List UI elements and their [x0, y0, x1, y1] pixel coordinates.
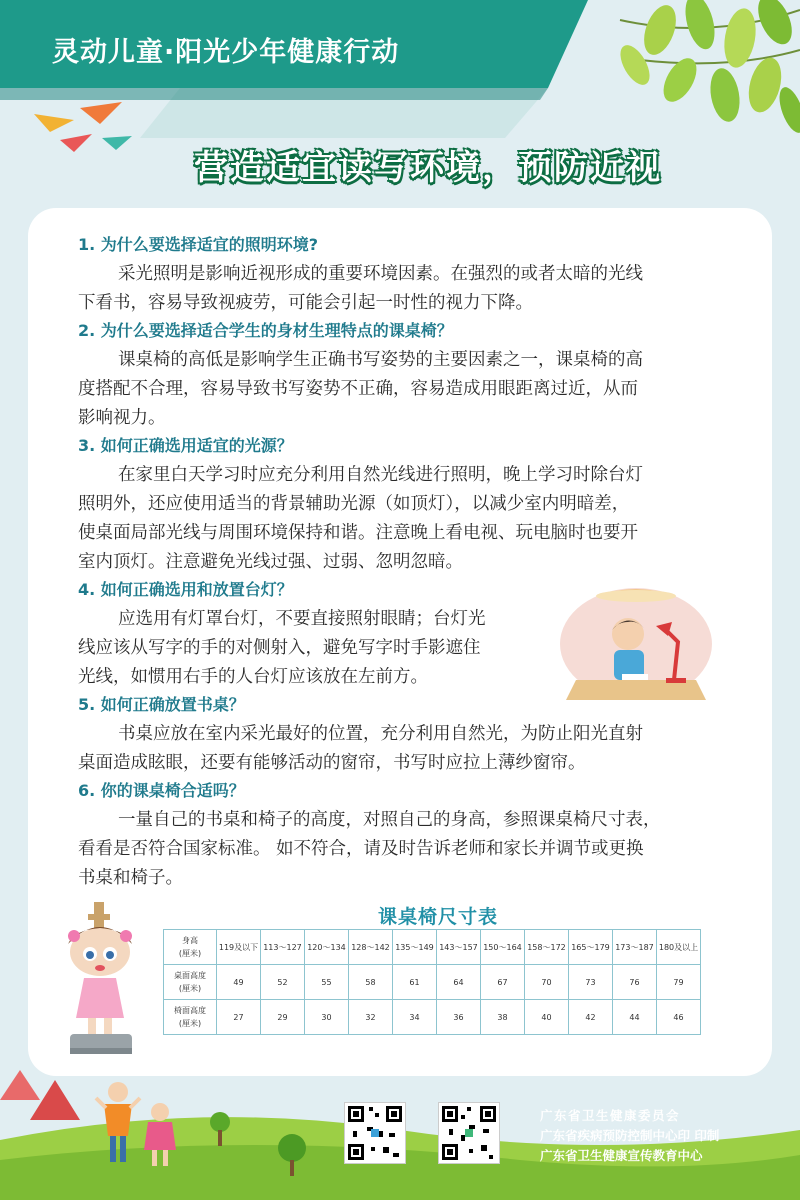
- table-title: 课桌椅尺寸表: [378, 906, 499, 928]
- qr-code-1[interactable]: [344, 1102, 406, 1164]
- paper-planes-illustration: [30, 100, 140, 160]
- table-cell: 79: [657, 965, 701, 1000]
- table-cell: 55: [305, 965, 349, 1000]
- table-cell: 120～134: [305, 930, 349, 965]
- answer-1-line-2: 下看书，容易导致视疲劳，可能会引起一时性的视力下降。: [78, 293, 533, 313]
- table-cell: 29: [261, 1000, 305, 1035]
- table-cell: 34: [393, 1000, 437, 1035]
- table-cell: 135～149: [393, 930, 437, 965]
- leaves-decoration: [560, 0, 800, 150]
- answer-5-line-2: 桌面造成眩眼，还要有能够活动的窗帘，书写时应拉上薄纱窗帘。: [78, 753, 586, 773]
- qr-code-2[interactable]: [438, 1102, 500, 1164]
- answer-4-line-1: 应选用有灯罩台灯，不要直接照射眼睛；台灯光: [118, 609, 486, 629]
- question-1: 1. 为什么要选择适宜的照明环境?: [78, 235, 319, 254]
- answer-4-line-3: 光线，如惯用右手的人台灯应该放在左前方。: [78, 667, 428, 687]
- question-3: 3. 如何正确选用适宜的光源？: [78, 436, 293, 455]
- table-cell: 61: [393, 965, 437, 1000]
- row-header-label: 身高: [182, 936, 198, 945]
- table-row: [164, 1000, 701, 1035]
- table-cell: 180及以上: [657, 930, 701, 965]
- org-health-commission: 广东省卫生健康委员会: [540, 1108, 681, 1123]
- row-header: [164, 965, 217, 1000]
- table-cell: 38: [481, 1000, 525, 1035]
- table-cell: 44: [613, 1000, 657, 1035]
- answer-3-line-4: 室内顶灯。注意避免光线过强、过弱、忽明忽暗。: [78, 552, 463, 572]
- table-cell: 128～142: [349, 930, 393, 965]
- row-header-label: 椅面高度: [174, 1006, 206, 1015]
- answer-5-line-1: 书桌应放在室内采光最好的位置，充分利用自然光，为防止阳光直射: [118, 724, 643, 744]
- table-cell: 158～172: [525, 930, 569, 965]
- answer-3-line-3: 使桌面局部光线与周围环境保持和谐。注意晚上看电视、玩电脑时也要开: [78, 523, 638, 543]
- desk-chair-size-table: [163, 929, 701, 1035]
- row-header-label: 桌面高度: [174, 971, 206, 980]
- table-cell: 76: [613, 965, 657, 1000]
- girl-measuring-height-illustration: [56, 900, 148, 1060]
- table-cell: 113～127: [261, 930, 305, 965]
- table-cell: 143～157: [437, 930, 481, 965]
- table-cell: 36: [437, 1000, 481, 1035]
- row-header-unit: (厘米): [178, 1019, 202, 1028]
- table-row: [164, 930, 701, 965]
- row-header: [164, 1000, 217, 1035]
- subtitle: 营造适宜读写环境，预防近视: [194, 148, 662, 188]
- table-cell: 64: [437, 965, 481, 1000]
- answer-4-line-2: 线应该从写字的手的对侧射入，避免写字时手影遮住: [78, 638, 481, 658]
- table-cell: 46: [657, 1000, 701, 1035]
- table-row: [164, 965, 701, 1000]
- row-header-unit: (厘米): [178, 949, 202, 958]
- table-cell: 119及以下: [217, 930, 261, 965]
- answer-6-line-1: 一量自己的书桌和椅子的高度，对照自己的身高，参照课桌椅尺寸表，: [118, 810, 661, 830]
- org-cdc: 广东省疾病预防控制中心印 印制: [540, 1128, 720, 1143]
- question-2: 2. 为什么要选择适合学生的身材生理特点的课桌椅？: [78, 321, 453, 340]
- table-cell: 58: [349, 965, 393, 1000]
- org-health-education-center: 广东省卫生健康宣传教育中心: [540, 1148, 703, 1163]
- answer-2-line-1: 课桌椅的高低是影响学生正确书写姿势的主要因素之一，课桌椅的高: [118, 350, 643, 370]
- question-5: 5. 如何正确放置书桌？: [78, 695, 245, 714]
- table-cell: 73: [569, 965, 613, 1000]
- table-cell: 32: [349, 1000, 393, 1035]
- answer-2-line-3: 影响视力。: [78, 408, 166, 428]
- row-header: [164, 930, 217, 965]
- answer-1-line-1: 采光照明是影响近视形成的重要环境因素。在强烈的或者太暗的光线: [118, 264, 643, 284]
- question-6: 6. 你的课桌椅合适吗？: [78, 781, 245, 800]
- answer-2-line-2: 度搭配不合理，容易导致书写姿势不正确，容易造成用眼距离过近，从而: [78, 379, 638, 399]
- page-title: 灵动儿童·阳光少年健康行动: [52, 37, 400, 68]
- answer-3-line-1: 在家里白天学习时应充分利用自然光线进行照明，晚上学习时除台灯: [118, 465, 643, 485]
- answer-3-line-2: 照明外，还应使用适当的背景辅助光源（如顶灯），以减少室内明暗差，: [78, 494, 630, 514]
- table-cell: 70: [525, 965, 569, 1000]
- table-cell: 165～179: [569, 930, 613, 965]
- table-cell: 42: [569, 1000, 613, 1035]
- answer-6-line-2: 看看是否符合国家标准。 如不符合，请及时告诉老师和家长并调节或更换: [78, 839, 644, 859]
- table-cell: 67: [481, 965, 525, 1000]
- question-4: 4. 如何正确选用和放置台灯？: [78, 580, 293, 599]
- answer-6-line-3: 书桌和椅子。: [78, 868, 183, 888]
- table-cell: 30: [305, 1000, 349, 1035]
- table-cell: 49: [217, 965, 261, 1000]
- table-cell: 52: [261, 965, 305, 1000]
- child-studying-illustration: [556, 582, 716, 702]
- table-cell: 40: [525, 1000, 569, 1035]
- table-cell: 173～187: [613, 930, 657, 965]
- table-cell: 150～164: [481, 930, 525, 965]
- row-header-unit: (厘米): [178, 984, 202, 993]
- table-cell: 27: [217, 1000, 261, 1035]
